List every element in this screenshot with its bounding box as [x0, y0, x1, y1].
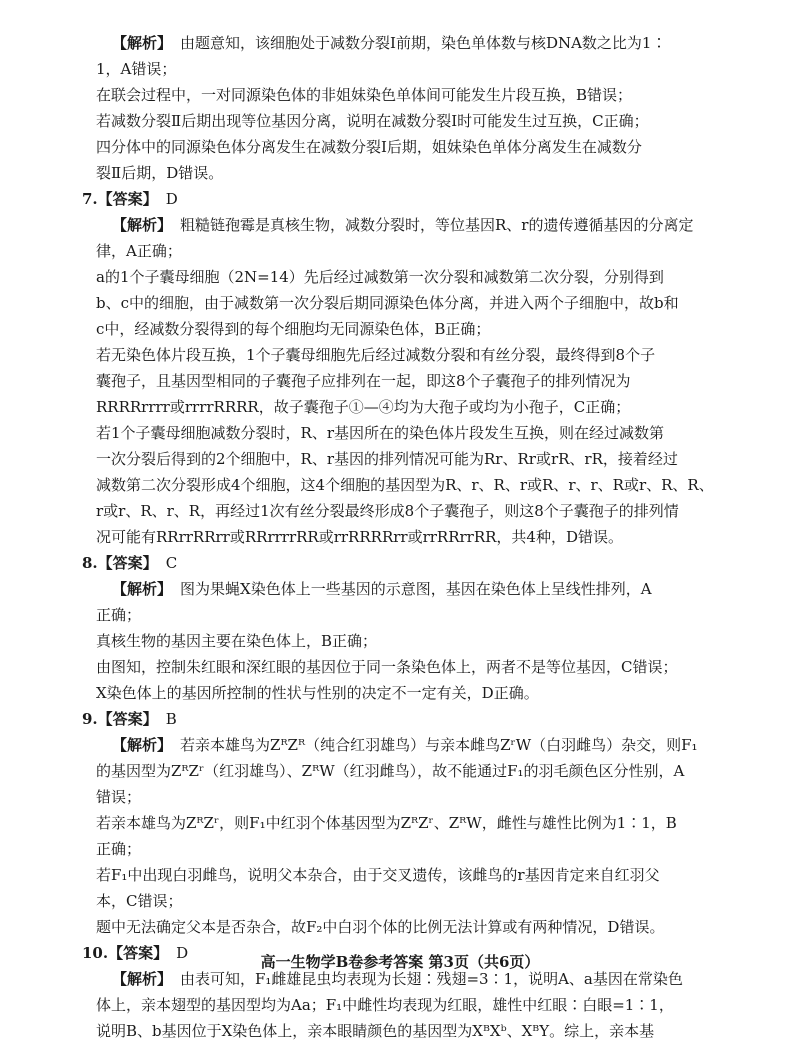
q7-block — [82, 186, 736, 550]
q8-line: 由图知，控制朱红眼和深红眼的基因位于同一条染色体上，两者不是等位基因，C错误； — [96, 658, 678, 676]
q7-answer: D — [165, 190, 178, 208]
q6-line: 【解析】 由题意知，该细胞处于减数分裂Ⅰ前期，染色单体数与核DNA数之比为1∶ — [112, 34, 667, 52]
analysis-tag: 【解析】 — [112, 970, 173, 988]
q8-line: 真核生物的基因主要在染色体上，B正确； — [96, 632, 378, 650]
q8-answer-row — [82, 550, 736, 576]
q7-line: 律，A正确； — [96, 242, 182, 260]
q9-line: 题中无法确定父本是否杂合，故F₂中白羽个体的比例无法计算或有两种情况，D错误。 — [96, 918, 665, 936]
q9-answer-row — [82, 706, 736, 732]
q7-line: c中，经减数分裂得到的每个细胞均无同源染色体，B正确； — [96, 320, 491, 338]
q7-line: a的1个子囊母细胞（2N=14）先后经过减数第一次分裂和减数第二次分裂，分别得到 — [96, 268, 664, 286]
q6-line: 在联会过程中，一对同源染色体的非姐妹染色单体间可能发生片段互换，B错误； — [96, 86, 633, 104]
q9-line: 【解析】 若亲本雄鸟为ZᴿZᴿ（纯合红羽雄鸟）与亲本雌鸟ZʳW（白羽雌鸟）杂交，则F₁ — [112, 736, 698, 754]
q7-line: 一次分裂后得到的2个细胞中，R、r基因的排列情况可能为Rr、Rr或rR、rR，接着经过 — [96, 450, 678, 468]
q10-answer: D — [176, 944, 189, 962]
answer-tag: 【答案】 — [97, 554, 158, 572]
q9-line: 若亲本雄鸟为ZᴿZʳ，则F₁中红羽个体基因型为ZᴿZʳ、ZᴿW，雌性与雄性比例为1∶1，B — [96, 814, 677, 832]
q10-number: 10. — [82, 944, 109, 962]
q9-block — [82, 706, 736, 940]
analysis-tag: 【解析】 — [112, 580, 173, 598]
q9-line: 错误； — [96, 788, 142, 806]
q7-number: 7. — [82, 190, 98, 208]
answer-tag: 【答案】 — [108, 944, 169, 962]
q6-line: 1，A错误； — [96, 60, 177, 78]
q9-line: 若F₁中出现白羽雌鸟，说明父本杂合，由于交叉遗传，该雌鸟的r基因肯定来自红羽父 — [96, 866, 660, 884]
q7-line: r或r、R、r、R，再经过1次有丝分裂最终形成8个子囊孢子，则这8个子囊孢子的排列情 — [96, 502, 679, 520]
q8-line: 正确； — [96, 606, 142, 624]
page-footer: 高一生物学B卷参考答案 第3页（共6页） — [260, 953, 540, 971]
q7-line: 若无染色体片段互换，1个子囊母细胞先后经过减数分裂和有丝分裂，最终得到8个子 — [96, 346, 656, 364]
answer-tag: 【答案】 — [97, 190, 158, 208]
analysis-tag: 【解析】 — [112, 736, 173, 754]
q9-answer: B — [165, 710, 177, 728]
q8-answer: C — [165, 554, 178, 572]
q7-line: 囊孢子，且基因型相同的子囊孢子应排列在一起，即这8个子囊孢子的排列情况为 — [96, 372, 631, 390]
analysis-tag: 【解析】 — [112, 34, 173, 52]
q6-analysis — [96, 30, 736, 186]
q7-line: b、c中的细胞，由于减数第一次分裂后期同源染色体分离，并进入两个子细胞中，故b和 — [96, 294, 679, 312]
q9-line: 的基因型为ZᴿZʳ（红羽雄鸟）、ZᴿW（红羽雌鸟），故不能通过F₁的羽毛颜色区分性别，A — [96, 762, 685, 780]
q6-line: 若减数分裂Ⅱ后期出现等位基因分离，说明在减数分裂Ⅰ时可能发生过互换，C正确； — [96, 112, 649, 130]
analysis-tag: 【解析】 — [112, 216, 173, 234]
q10-line: 【解析】 由表可知，F₁雌雄昆虫均表现为长翅∶残翅=3∶1，说明A、a基因在常染色 — [112, 970, 683, 988]
answer-tag: 【答案】 — [97, 710, 158, 728]
q8-line: X染色体上的基因所控制的性状与性别的决定不一定有关，D正确。 — [96, 684, 539, 702]
q7-line: 减数第二次分裂形成4个细胞，这4个细胞的基因型为R、r、R、r或R、r、r、R或r、R、R、 — [96, 476, 714, 494]
q10-line: 说明B、b基因位于X染色体上，亲本眼睛颜色的基因型为XᴮXᵇ、XᴮY。综上，亲本基 — [96, 1022, 655, 1040]
q9-number: 9. — [82, 710, 98, 728]
q8-line: 【解析】 图为果蝇X染色体上一些基因的示意图，基因在染色体上呈线性排列，A — [112, 580, 652, 598]
q7-answer-row — [82, 186, 736, 212]
q8-number: 8. — [82, 554, 98, 572]
q6-line: 四分体中的同源染色体分离发生在减数分裂Ⅰ后期，姐妹染色单体分离发生在减数分 — [96, 138, 642, 156]
q7-line: 况可能有RRrrRRrr或RRrrrrRR或rrRRRRrr或rrRRrrRR，共4种，D错误。 — [96, 528, 624, 546]
q8-block — [82, 550, 736, 706]
q7-line: 若1个子囊母细胞减数分裂时，R、r基因所在的染色体片段发生互换，则在经过减数第 — [96, 424, 665, 442]
q7-line: RRRRrrrr或rrrrRRRR，故子囊孢子①—④均为大孢子或均为小孢子，C正确； — [96, 398, 631, 416]
q9-line: 正确； — [96, 840, 142, 858]
q7-line: 【解析】 粗糙链孢霉是真核生物，减数分裂时，等位基因R、r的遗传遵循基因的分离定 — [112, 216, 694, 234]
q6-line: 裂Ⅱ后期，D错误。 — [96, 164, 224, 182]
q10-line: 体上，亲本翅型的基因型均为Aa；F₁中雌性均表现为红眼，雄性中红眼∶白眼=1∶1， — [96, 996, 674, 1014]
q9-line: 本，C错误； — [96, 892, 183, 910]
